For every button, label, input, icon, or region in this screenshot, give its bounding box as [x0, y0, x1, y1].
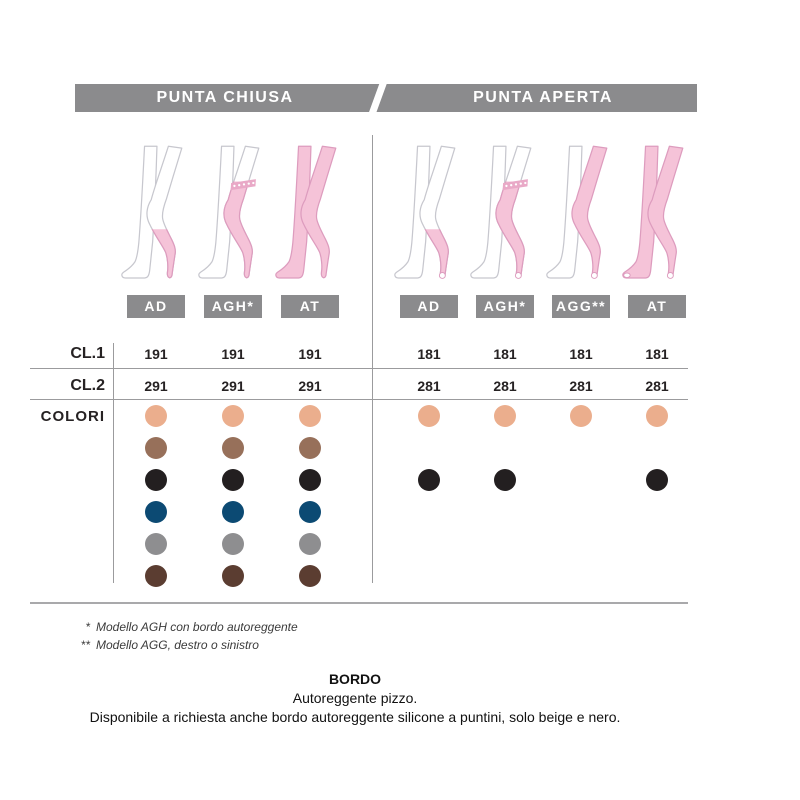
model-label-0-agh: AGH* — [204, 295, 262, 318]
color-dot-nero — [145, 469, 167, 491]
color-dot-beige — [299, 405, 321, 427]
model-label-1-at: AT — [628, 295, 686, 318]
bordo-line1: Autoreggente pizzo. — [292, 690, 418, 706]
footnote-text: Modello AGH con bordo autoreggente — [96, 620, 298, 634]
model-label-1-agg: AGG** — [552, 295, 610, 318]
code-cl2: 281 — [645, 378, 669, 394]
code-cl2: 281 — [569, 378, 593, 394]
color-dot-nero — [418, 469, 440, 491]
footnote-marker: * — [85, 620, 90, 634]
table-bottom-line — [30, 602, 688, 604]
model-label-1-agh: AGH* — [476, 295, 534, 318]
row-label-cl2: CL.2 — [70, 377, 105, 394]
color-dot-grigio — [145, 533, 167, 555]
bordo-line2: Disponibile a richiesta anche bordo autoreggente silicone a puntini, solo beige e nero. — [89, 709, 621, 725]
color-dot-moro — [222, 565, 244, 587]
legs-cell — [463, 140, 547, 293]
color-dot-moro — [299, 565, 321, 587]
row-divider-cl2-colori — [30, 399, 688, 400]
row-label-cl1: CL.1 — [70, 345, 105, 362]
legs-illustration-at — [615, 140, 699, 288]
code-cl1: 191 — [144, 346, 168, 362]
label-column-line — [113, 343, 114, 583]
code-cl1: 181 — [645, 346, 669, 362]
legs-cell — [114, 140, 198, 293]
color-dot-marrone — [299, 437, 321, 459]
model-label-0-at: AT — [281, 295, 339, 318]
code-cl2: 281 — [493, 378, 517, 394]
legs-cell — [268, 140, 352, 293]
color-dot-nero — [646, 469, 668, 491]
legs-cell — [387, 140, 471, 293]
code-cl1: 181 — [493, 346, 517, 362]
legs-illustration-agh — [191, 140, 275, 288]
color-dot-nero — [222, 469, 244, 491]
footnotes — [68, 618, 298, 654]
footnote-marker: ** — [80, 638, 90, 652]
color-dot-blu — [145, 501, 167, 523]
legs-cell — [191, 140, 275, 293]
color-dot-beige — [494, 405, 516, 427]
code-cl1: 191 — [221, 346, 245, 362]
code-cl2: 291 — [298, 378, 322, 394]
legs-illustration-agh — [463, 140, 547, 288]
legs-cell — [539, 140, 623, 293]
color-dot-beige — [570, 405, 592, 427]
color-dot-beige — [418, 405, 440, 427]
color-dot-nero — [299, 469, 321, 491]
color-dot-marrone — [222, 437, 244, 459]
bordo-section — [55, 670, 655, 727]
code-cl1: 181 — [417, 346, 441, 362]
row-label-colori: COLORI — [40, 408, 105, 425]
group-divider-line — [372, 135, 373, 583]
model-label-1-ad: AD — [400, 295, 458, 318]
footnote-agg — [68, 636, 298, 654]
color-dot-blu — [222, 501, 244, 523]
legs-illustration-ad — [387, 140, 471, 288]
header-punta-aperta: PUNTA APERTA — [473, 89, 613, 106]
color-dot-grigio — [222, 533, 244, 555]
color-dot-blu — [299, 501, 321, 523]
color-dot-beige — [646, 405, 668, 427]
model-label-0-ad: AD — [127, 295, 185, 318]
footnote-text: Modello AGG, destro o sinistro — [96, 638, 259, 652]
code-cl2: 281 — [417, 378, 441, 394]
color-dot-moro — [145, 565, 167, 587]
code-cl2: 291 — [144, 378, 168, 394]
legs-illustration-at — [268, 140, 352, 288]
color-dot-beige — [222, 405, 244, 427]
color-dot-nero — [494, 469, 516, 491]
color-dot-grigio — [299, 533, 321, 555]
row-divider-cl1-cl2 — [30, 368, 688, 369]
code-cl1: 191 — [298, 346, 322, 362]
code-cl1: 181 — [569, 346, 593, 362]
legs-cell — [615, 140, 699, 293]
header-banner — [75, 84, 697, 112]
color-dot-marrone — [145, 437, 167, 459]
color-dot-beige — [145, 405, 167, 427]
header-punta-chiusa: PUNTA CHIUSA — [156, 89, 294, 106]
footnote-agh — [68, 618, 298, 636]
code-cl2: 291 — [221, 378, 245, 394]
bordo-title: BORDO — [328, 671, 382, 687]
legs-illustration-agg — [539, 140, 623, 288]
legs-illustration-ad — [114, 140, 198, 288]
